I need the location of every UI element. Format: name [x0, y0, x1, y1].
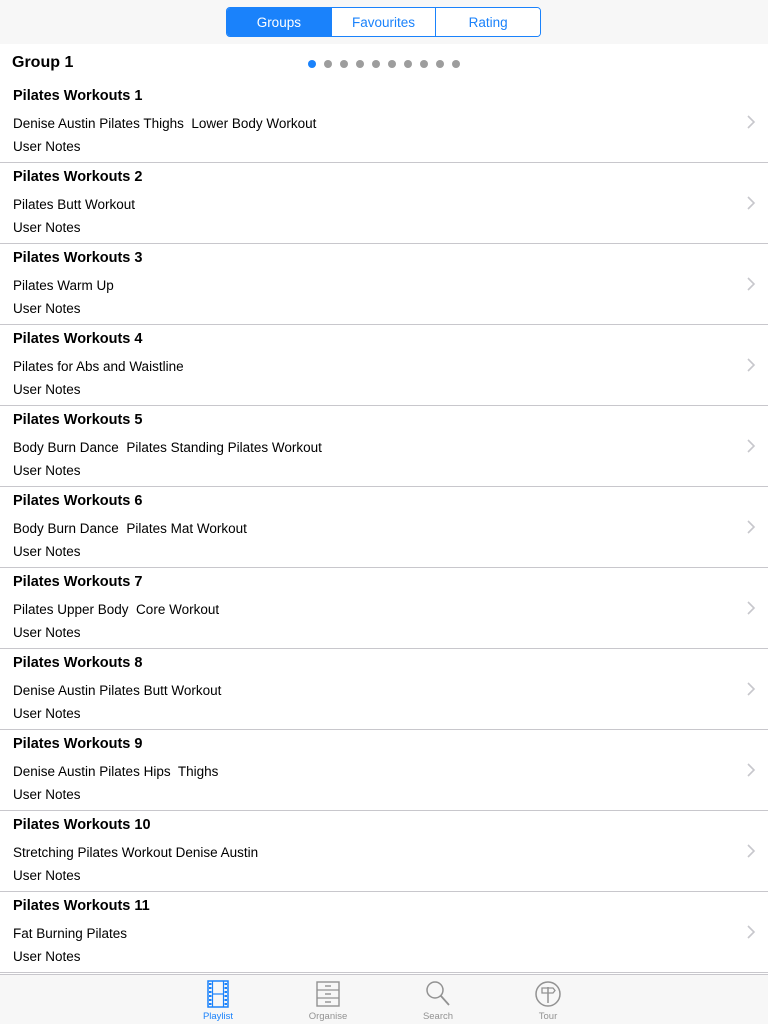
- row-notes: User Notes: [13, 706, 81, 721]
- segment-favourites[interactable]: Favourites: [331, 8, 436, 36]
- row-title: Pilates Workouts 7: [13, 574, 143, 590]
- page-indicator[interactable]: [308, 60, 460, 68]
- search-icon: [424, 979, 452, 1009]
- page-dot[interactable]: [452, 60, 460, 68]
- table-row[interactable]: [0, 487, 768, 568]
- row-subtitle: Fat Burning Pilates: [13, 926, 128, 941]
- tab-label-search: Search: [422, 1011, 454, 1022]
- tab-search[interactable]: [403, 979, 473, 1023]
- row-subtitle: Pilates Butt Workout: [13, 197, 136, 212]
- row-title: Pilates Workouts 6: [13, 493, 143, 509]
- page-dot[interactable]: [404, 60, 412, 68]
- table-row[interactable]: [0, 730, 768, 811]
- row-title: Pilates Workouts 4: [13, 331, 143, 347]
- tab-label-playlist: Playlist: [202, 1011, 234, 1022]
- chevron-right-icon: [746, 519, 756, 535]
- top-bar: [0, 0, 768, 44]
- row-notes: User Notes: [13, 220, 81, 235]
- row-title: Pilates Workouts 5: [13, 412, 143, 428]
- table-row[interactable]: [0, 892, 768, 973]
- row-notes: User Notes: [13, 625, 81, 640]
- row-subtitle: Denise Austin Pilates Hips Thighs: [13, 764, 219, 779]
- tab-label-organise: Organise: [308, 1011, 348, 1022]
- row-notes: User Notes: [13, 139, 81, 154]
- table-row[interactable]: [0, 163, 768, 244]
- row-subtitle: Pilates for Abs and Waistline: [13, 359, 184, 374]
- row-notes: User Notes: [13, 868, 81, 883]
- film-strip-icon: [204, 979, 232, 1009]
- chevron-right-icon: [746, 762, 756, 778]
- tab-tour[interactable]: [513, 979, 583, 1023]
- table-row[interactable]: [0, 568, 768, 649]
- segment-groups[interactable]: Groups: [227, 8, 331, 36]
- row-title: Pilates Workouts 8: [13, 655, 143, 671]
- table-row[interactable]: [0, 82, 768, 163]
- tab-playlist[interactable]: [183, 979, 253, 1023]
- row-title: Pilates Workouts 9: [13, 736, 143, 752]
- workout-list: [0, 82, 768, 974]
- page-dot[interactable]: [372, 60, 380, 68]
- signpost-icon: [534, 979, 562, 1009]
- tab-organise[interactable]: [293, 979, 363, 1023]
- table-row[interactable]: [0, 244, 768, 325]
- row-subtitle: Body Burn Dance Pilates Standing Pilates Workout: [13, 440, 322, 455]
- row-subtitle: Denise Austin Pilates Butt Workout: [13, 683, 222, 698]
- row-notes: User Notes: [13, 949, 81, 964]
- page-dot[interactable]: [308, 60, 316, 68]
- row-title: Pilates Workouts 3: [13, 250, 143, 266]
- row-notes: User Notes: [13, 382, 81, 397]
- segment-rating[interactable]: Rating: [435, 8, 540, 36]
- page-dot[interactable]: [324, 60, 332, 68]
- row-subtitle: Denise Austin Pilates Thighs Lower Body Workout: [13, 116, 317, 131]
- chevron-right-icon: [746, 357, 756, 373]
- row-subtitle: Stretching Pilates Workout Denise Austin: [13, 845, 259, 860]
- chevron-right-icon: [746, 600, 756, 616]
- row-notes: User Notes: [13, 544, 81, 559]
- chevron-right-icon: [746, 924, 756, 940]
- row-notes: User Notes: [13, 463, 81, 478]
- page-dot[interactable]: [436, 60, 444, 68]
- tab-label-tour: Tour: [538, 1011, 558, 1022]
- row-notes: User Notes: [13, 301, 81, 316]
- row-title: Pilates Workouts 10: [13, 817, 151, 833]
- chevron-right-icon: [746, 276, 756, 292]
- row-notes: User Notes: [13, 787, 81, 802]
- chevron-right-icon: [746, 843, 756, 859]
- page-dot[interactable]: [356, 60, 364, 68]
- row-subtitle: Pilates Warm Up: [13, 278, 114, 293]
- tab-bar: [0, 974, 768, 1024]
- row-title: Pilates Workouts 1: [13, 88, 143, 104]
- table-row[interactable]: [0, 811, 768, 892]
- table-row[interactable]: [0, 406, 768, 487]
- chevron-right-icon: [746, 195, 756, 211]
- cabinet-icon: [314, 979, 342, 1009]
- row-subtitle: Body Burn Dance Pilates Mat Workout: [13, 521, 247, 536]
- group-title: Group 1: [12, 54, 74, 71]
- segmented-control: [226, 7, 541, 37]
- chevron-right-icon: [746, 114, 756, 130]
- page-dot[interactable]: [420, 60, 428, 68]
- chevron-right-icon: [746, 681, 756, 697]
- row-title: Pilates Workouts 2: [13, 169, 143, 185]
- chevron-right-icon: [746, 438, 756, 454]
- row-title: Pilates Workouts 11: [13, 898, 150, 914]
- table-row[interactable]: [0, 649, 768, 730]
- page-dot[interactable]: [388, 60, 396, 68]
- page-dot[interactable]: [340, 60, 348, 68]
- row-subtitle: Pilates Upper Body Core Workout: [13, 602, 220, 617]
- table-row[interactable]: [0, 325, 768, 406]
